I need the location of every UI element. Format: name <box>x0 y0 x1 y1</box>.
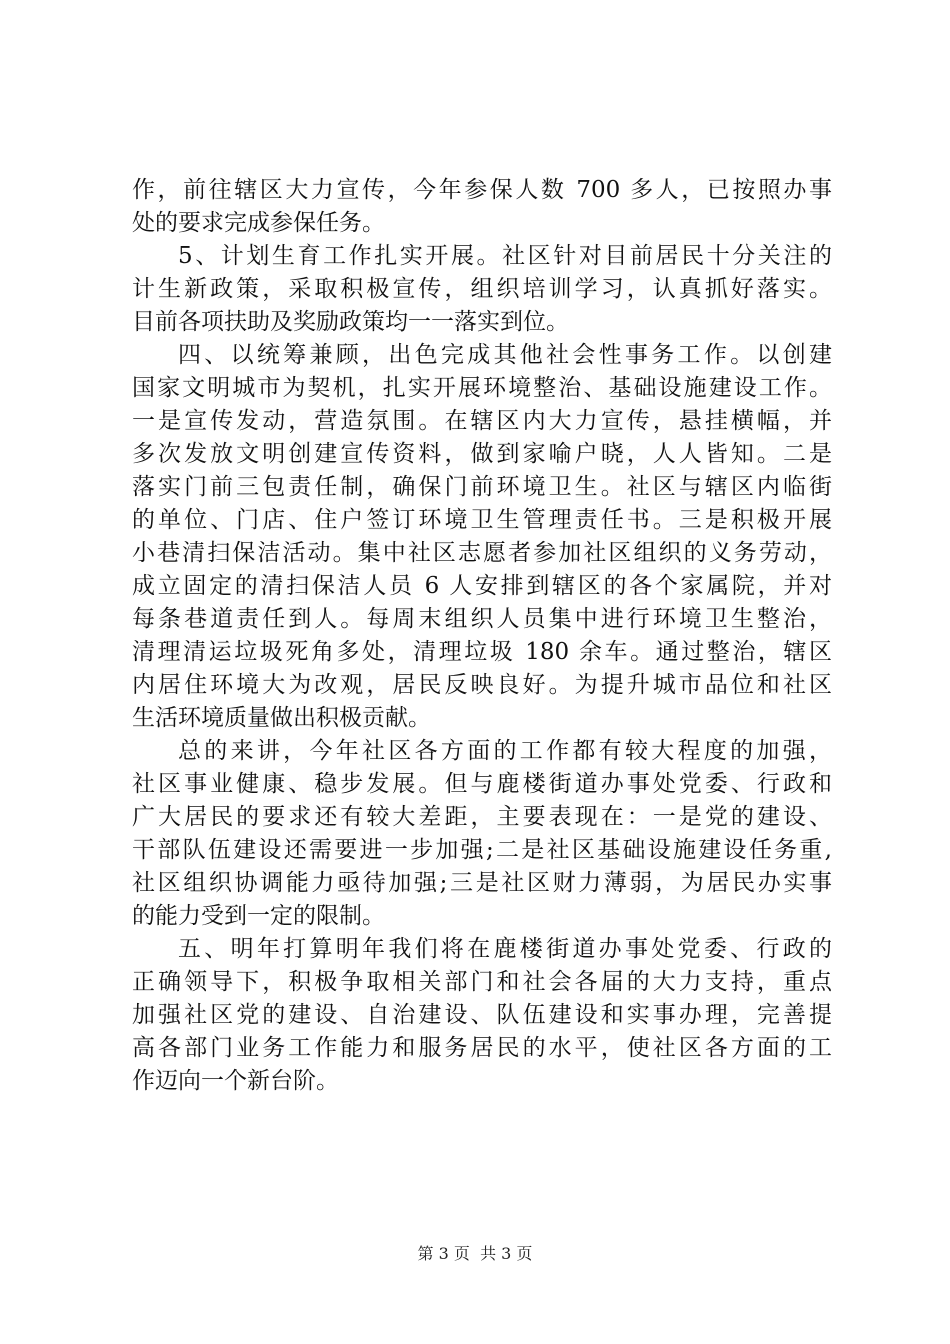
text-line: 广大居民的要求还有较大差距，主要表现在：一是党的建设、 <box>132 804 832 830</box>
text-line: 作迈向一个新台阶。 <box>132 1068 339 1094</box>
text-line: 总的来讲，今年社区各方面的工作都有较大程度的加强， <box>178 738 832 764</box>
body-text <box>132 174 832 1098</box>
text-line: 的能力受到一定的限制。 <box>132 903 385 929</box>
text-line: 处的要求完成参保任务。 <box>132 210 385 236</box>
text-line: 社区组织协调能力亟待加强;三是社区财力薄弱，为居民办实事 <box>132 870 832 896</box>
text-line: 社区事业健康、稳步发展。但与鹿楼街道办事处党委、行政和 <box>132 771 832 797</box>
page-number-label: 第 3 页 共 3 页 <box>417 1244 533 1263</box>
text-line: 多次发放文明创建宣传资料，做到家喻户晓，人人皆知。二是 <box>132 441 832 467</box>
text-line: 目前各项扶助及奖励政策均一一落实到位。 <box>132 309 569 335</box>
text-line: 正确领导下，积极争取相关部门和社会各届的大力支持，重点 <box>132 969 832 995</box>
text-line: 落实门前三包责任制，确保门前环境卫生。社区与辖区内临街 <box>132 474 832 500</box>
text-line: 每条巷道责任到人。每周末组织人员集中进行环境卫生整治， <box>132 606 832 632</box>
text-line: 成立固定的清扫保洁人员 6 人安排到辖区的各个家属院，并对 <box>132 573 832 599</box>
text-line: 计生新政策，采取积极宣传，组织培训学习，认真抓好落实。 <box>132 276 832 302</box>
text-line: 5、计划生育工作扎实开展。社区针对目前居民十分关注的 <box>178 243 832 269</box>
text-line: 一是宣传发动，营造氛围。在辖区内大力宣传，悬挂横幅，并 <box>132 408 832 434</box>
text-line: 加强社区党的建设、自治建设、队伍建设和实事办理，完善提 <box>132 1002 832 1028</box>
text-line: 国家文明城市为契机，扎实开展环境整治、基础设施建设工作。 <box>132 375 832 401</box>
page-footer <box>0 1243 950 1265</box>
text-line: 五、明年打算明年我们将在鹿楼街道办事处党委、行政的 <box>178 936 832 962</box>
text-line: 生活环境质量做出积极贡献。 <box>132 705 431 731</box>
text-line: 小巷清扫保洁活动。集中社区志愿者参加社区组织的义务劳动， <box>132 540 832 566</box>
text-line: 作，前往辖区大力宣传，今年参保人数 700 多人，已按照办事 <box>132 177 832 203</box>
text-line: 清理清运垃圾死角多处，清理垃圾 180 余车。通过整治，辖区 <box>132 639 832 665</box>
text-line: 干部队伍建设还需要进一步加强;二是社区基础设施建设任务重, <box>132 837 832 863</box>
text-line: 内居住环境大为改观，居民反映良好。为提升城市品位和社区 <box>132 672 832 698</box>
text-line: 高各部门业务工作能力和服务居民的水平，使社区各方面的工 <box>132 1035 832 1061</box>
text-line: 四、以统筹兼顾，出色完成其他社会性事务工作。以创建 <box>178 342 832 368</box>
text-line: 的单位、门店、住户签订环境卫生管理责任书。三是积极开展 <box>132 507 832 533</box>
